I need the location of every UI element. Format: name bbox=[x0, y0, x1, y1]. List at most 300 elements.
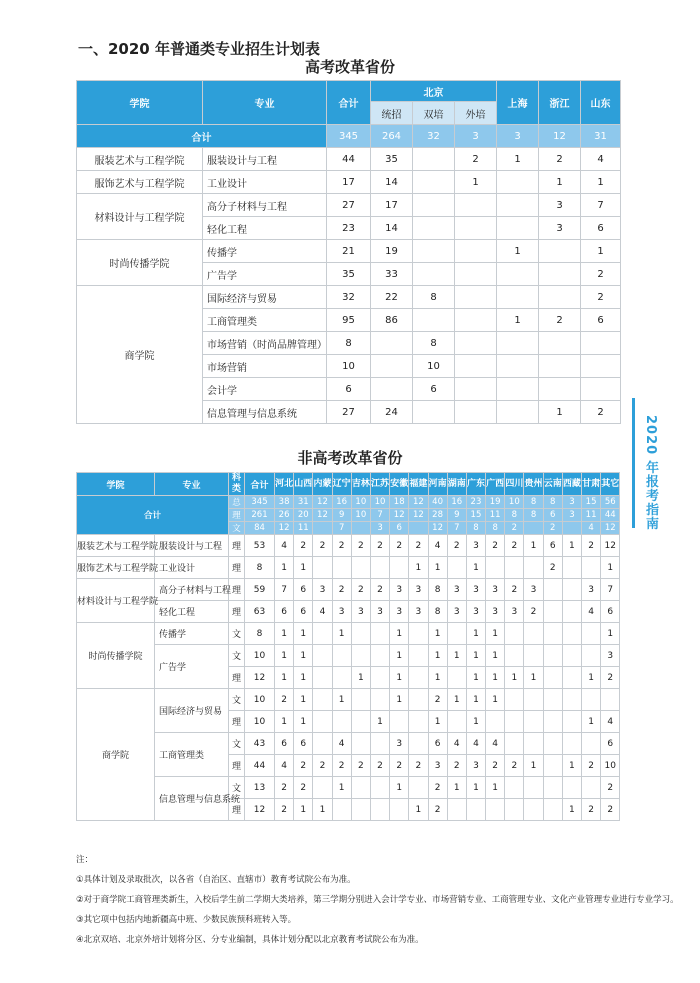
header-bj-sub: 外培 bbox=[455, 102, 497, 125]
value-cell: 4 bbox=[275, 535, 294, 557]
college-cell: 商学院 bbox=[77, 689, 155, 821]
value-cell bbox=[447, 667, 466, 689]
value-cell bbox=[562, 711, 581, 733]
value-cell bbox=[313, 777, 332, 799]
value-cell bbox=[413, 263, 455, 286]
value-cell: 1 bbox=[294, 799, 313, 821]
value-cell bbox=[524, 645, 543, 667]
value-cell bbox=[351, 711, 370, 733]
kelei-cell: 文 bbox=[229, 733, 245, 755]
major-cell: 信息管理与信息系统 bbox=[203, 401, 327, 424]
value-cell: 1 bbox=[601, 623, 620, 645]
table-row bbox=[77, 645, 620, 667]
summary-value: 56 bbox=[601, 496, 620, 509]
value-cell: 1 bbox=[539, 401, 581, 424]
header-province: 西藏 bbox=[562, 473, 581, 496]
value-cell bbox=[562, 689, 581, 711]
summary-value: 8 bbox=[524, 496, 543, 509]
value-cell: 6 bbox=[601, 601, 620, 623]
summary-value: 20 bbox=[294, 509, 313, 522]
header-province: 江苏 bbox=[370, 473, 389, 496]
major-cell: 轻化工程 bbox=[155, 601, 229, 623]
value-cell bbox=[370, 799, 389, 821]
value-cell: 2 bbox=[505, 535, 524, 557]
value-cell: 1 bbox=[390, 689, 409, 711]
value-cell: 17 bbox=[327, 171, 371, 194]
summary-value: 6 bbox=[390, 522, 409, 535]
value-cell bbox=[351, 799, 370, 821]
college-cell: 服装艺术与工程学院 bbox=[77, 535, 155, 557]
value-cell bbox=[351, 645, 370, 667]
value-cell: 3 bbox=[524, 579, 543, 601]
value-cell: 7 bbox=[275, 579, 294, 601]
value-cell: 2 bbox=[332, 755, 351, 777]
table-row bbox=[77, 777, 620, 799]
value-cell: 27 bbox=[327, 194, 371, 217]
header-province: 吉林 bbox=[351, 473, 370, 496]
value-cell: 2 bbox=[351, 755, 370, 777]
college-cell: 商学院 bbox=[77, 286, 203, 424]
summary-value bbox=[313, 522, 332, 535]
value-cell bbox=[543, 579, 562, 601]
value-cell: 1 bbox=[486, 667, 505, 689]
value-cell: 1 bbox=[466, 777, 485, 799]
value-cell: 4 bbox=[601, 711, 620, 733]
value-cell: 2 bbox=[539, 148, 581, 171]
value-cell: 4 bbox=[466, 733, 485, 755]
total-value: 32 bbox=[413, 125, 455, 148]
value-cell: 4 bbox=[428, 535, 447, 557]
header-kelei: 科类 bbox=[229, 473, 245, 496]
kelei-cell: 文 bbox=[229, 689, 245, 711]
value-cell: 19 bbox=[371, 240, 413, 263]
value-cell bbox=[543, 755, 562, 777]
summary-value: 28 bbox=[428, 509, 447, 522]
value-cell bbox=[351, 689, 370, 711]
value-cell: 1 bbox=[275, 645, 294, 667]
value-cell bbox=[582, 689, 601, 711]
value-cell: 1 bbox=[562, 755, 581, 777]
table-row bbox=[77, 148, 621, 171]
value-cell bbox=[351, 623, 370, 645]
value-cell bbox=[562, 579, 581, 601]
value-cell: 2 bbox=[543, 557, 562, 579]
major-cell: 市场营销 bbox=[203, 355, 327, 378]
header-province: 山西 bbox=[294, 473, 313, 496]
value-cell: 6 bbox=[275, 733, 294, 755]
value-cell bbox=[332, 557, 351, 579]
value-cell bbox=[455, 401, 497, 424]
value-cell: 2 bbox=[409, 535, 428, 557]
summary-value: 15 bbox=[582, 496, 601, 509]
value-cell: 3 bbox=[486, 579, 505, 601]
value-cell bbox=[413, 217, 455, 240]
value-cell: 3 bbox=[390, 579, 409, 601]
value-cell bbox=[543, 645, 562, 667]
value-cell: 3 bbox=[466, 579, 485, 601]
value-cell bbox=[455, 378, 497, 401]
value-cell: 2 bbox=[370, 579, 389, 601]
value-cell: 8 bbox=[413, 286, 455, 309]
value-cell bbox=[497, 378, 539, 401]
value-cell bbox=[505, 777, 524, 799]
header-total: 合计 bbox=[327, 81, 371, 125]
summary-value: 12 bbox=[409, 496, 428, 509]
value-cell bbox=[562, 645, 581, 667]
value-cell: 1 bbox=[601, 557, 620, 579]
value-cell bbox=[390, 711, 409, 733]
value-cell bbox=[581, 332, 621, 355]
value-cell bbox=[455, 263, 497, 286]
summary-value bbox=[351, 522, 370, 535]
value-cell bbox=[497, 194, 539, 217]
summary-total: 345 bbox=[245, 496, 275, 509]
header-province: 安徽 bbox=[390, 473, 409, 496]
value-cell: 1 bbox=[409, 557, 428, 579]
value-cell: 95 bbox=[327, 309, 371, 332]
value-cell bbox=[390, 557, 409, 579]
total-cell: 12 bbox=[245, 799, 275, 821]
value-cell bbox=[524, 557, 543, 579]
value-cell bbox=[332, 667, 351, 689]
value-cell bbox=[313, 645, 332, 667]
header-province: 广东 bbox=[466, 473, 485, 496]
value-cell: 1 bbox=[370, 711, 389, 733]
header-bj-sub: 双培 bbox=[413, 102, 455, 125]
value-cell: 3 bbox=[466, 601, 485, 623]
value-cell: 3 bbox=[601, 645, 620, 667]
value-cell bbox=[562, 667, 581, 689]
value-cell bbox=[539, 240, 581, 263]
value-cell: 6 bbox=[428, 733, 447, 755]
value-cell: 1 bbox=[294, 623, 313, 645]
value-cell: 2 bbox=[486, 535, 505, 557]
value-cell bbox=[505, 689, 524, 711]
value-cell: 2 bbox=[581, 286, 621, 309]
value-cell: 6 bbox=[543, 535, 562, 557]
value-cell bbox=[562, 733, 581, 755]
value-cell: 2 bbox=[370, 535, 389, 557]
value-cell bbox=[332, 799, 351, 821]
value-cell: 1 bbox=[409, 799, 428, 821]
summary-value: 10 bbox=[505, 496, 524, 509]
value-cell: 1 bbox=[275, 557, 294, 579]
summary-value: 6 bbox=[543, 509, 562, 522]
table2-title: 非高考改革省份 bbox=[297, 449, 403, 467]
summary-value: 4 bbox=[582, 522, 601, 535]
value-cell: 1 bbox=[581, 240, 621, 263]
value-cell: 1 bbox=[447, 689, 466, 711]
value-cell: 3 bbox=[390, 601, 409, 623]
summary-value: 23 bbox=[466, 496, 485, 509]
summary-value: 19 bbox=[486, 496, 505, 509]
value-cell: 12 bbox=[601, 535, 620, 557]
value-cell: 1 bbox=[486, 645, 505, 667]
value-cell: 1 bbox=[524, 667, 543, 689]
value-cell: 2 bbox=[582, 799, 601, 821]
value-cell: 10 bbox=[327, 355, 371, 378]
value-cell bbox=[539, 286, 581, 309]
note-item: ①具体计划及录取批次，以各省（自治区、直辖市）教育考试院公布为准。 bbox=[76, 875, 356, 885]
value-cell: 4 bbox=[581, 148, 621, 171]
value-cell bbox=[455, 309, 497, 332]
header-province: 四川 bbox=[505, 473, 524, 496]
value-cell: 8 bbox=[428, 601, 447, 623]
value-cell: 2 bbox=[332, 535, 351, 557]
non-reform-provinces-table bbox=[76, 472, 620, 821]
value-cell: 6 bbox=[413, 378, 455, 401]
value-cell: 3 bbox=[505, 601, 524, 623]
summary-value: 9 bbox=[447, 509, 466, 522]
total-cell: 44 bbox=[245, 755, 275, 777]
value-cell bbox=[524, 733, 543, 755]
value-cell bbox=[562, 601, 581, 623]
table1-title: 高考改革省份 bbox=[304, 58, 395, 76]
value-cell: 2 bbox=[294, 535, 313, 557]
value-cell bbox=[370, 777, 389, 799]
value-cell: 10 bbox=[601, 755, 620, 777]
value-cell bbox=[371, 332, 413, 355]
value-cell bbox=[351, 557, 370, 579]
side-accent-bar bbox=[632, 398, 635, 528]
value-cell bbox=[582, 777, 601, 799]
value-cell bbox=[543, 777, 562, 799]
summary-value: 31 bbox=[294, 496, 313, 509]
value-cell: 2 bbox=[539, 309, 581, 332]
header-province: 内蒙 bbox=[313, 473, 332, 496]
header-province: 湖南 bbox=[447, 473, 466, 496]
value-cell: 1 bbox=[275, 623, 294, 645]
major-cell: 国际经济与贸易 bbox=[155, 689, 229, 733]
value-cell: 2 bbox=[294, 777, 313, 799]
total-label: 合计 bbox=[77, 496, 229, 535]
value-cell: 2 bbox=[351, 579, 370, 601]
value-cell: 17 bbox=[371, 194, 413, 217]
value-cell: 3 bbox=[582, 579, 601, 601]
summary-value: 3 bbox=[562, 509, 581, 522]
value-cell bbox=[543, 667, 562, 689]
value-cell bbox=[455, 332, 497, 355]
value-cell bbox=[371, 378, 413, 401]
value-cell bbox=[413, 240, 455, 263]
total-value: 12 bbox=[539, 125, 581, 148]
total-cell: 10 bbox=[245, 645, 275, 667]
value-cell bbox=[497, 263, 539, 286]
value-cell bbox=[409, 689, 428, 711]
value-cell bbox=[413, 309, 455, 332]
value-cell bbox=[313, 667, 332, 689]
summary-value: 3 bbox=[370, 522, 389, 535]
value-cell: 3 bbox=[428, 755, 447, 777]
value-cell bbox=[370, 689, 389, 711]
value-cell bbox=[539, 332, 581, 355]
summary-value: 12 bbox=[390, 509, 409, 522]
value-cell: 14 bbox=[371, 171, 413, 194]
value-cell bbox=[409, 733, 428, 755]
value-cell: 6 bbox=[581, 309, 621, 332]
value-cell: 4 bbox=[313, 601, 332, 623]
value-cell bbox=[581, 355, 621, 378]
value-cell: 1 bbox=[581, 171, 621, 194]
total-cell: 13 bbox=[245, 777, 275, 799]
value-cell bbox=[543, 711, 562, 733]
header-province: 上海 bbox=[497, 81, 539, 125]
value-cell: 6 bbox=[294, 579, 313, 601]
value-cell: 1 bbox=[505, 667, 524, 689]
value-cell bbox=[351, 777, 370, 799]
value-cell bbox=[497, 355, 539, 378]
total-cell: 10 bbox=[245, 689, 275, 711]
value-cell bbox=[313, 557, 332, 579]
major-cell: 国际经济与贸易 bbox=[203, 286, 327, 309]
total-cell: 8 bbox=[245, 623, 275, 645]
header-province: 其它 bbox=[601, 473, 620, 496]
value-cell bbox=[455, 217, 497, 240]
table-row bbox=[77, 194, 621, 217]
major-cell: 服装设计与工程 bbox=[203, 148, 327, 171]
kelei-cell: 理 bbox=[229, 535, 245, 557]
value-cell: 1 bbox=[447, 645, 466, 667]
value-cell: 1 bbox=[332, 623, 351, 645]
summary-kelei: 文 bbox=[229, 522, 245, 535]
value-cell bbox=[390, 799, 409, 821]
value-cell: 3 bbox=[486, 601, 505, 623]
value-cell bbox=[497, 286, 539, 309]
value-cell: 14 bbox=[371, 217, 413, 240]
value-cell: 2 bbox=[313, 755, 332, 777]
value-cell bbox=[447, 799, 466, 821]
summary-kelei: 总 bbox=[229, 496, 245, 509]
value-cell: 2 bbox=[524, 601, 543, 623]
value-cell: 2 bbox=[582, 535, 601, 557]
total-cell: 8 bbox=[245, 557, 275, 579]
value-cell bbox=[486, 557, 505, 579]
kelei-cell: 理 bbox=[229, 601, 245, 623]
summary-value bbox=[562, 522, 581, 535]
value-cell bbox=[409, 623, 428, 645]
value-cell: 3 bbox=[539, 217, 581, 240]
summary-value: 26 bbox=[275, 509, 294, 522]
value-cell: 1 bbox=[524, 755, 543, 777]
value-cell: 1 bbox=[466, 711, 485, 733]
major-cell: 轻化工程 bbox=[203, 217, 327, 240]
summary-value: 15 bbox=[466, 509, 485, 522]
summary-value: 16 bbox=[447, 496, 466, 509]
college-cell: 时尚传播学院 bbox=[77, 240, 203, 286]
value-cell bbox=[601, 689, 620, 711]
value-cell: 3 bbox=[409, 601, 428, 623]
value-cell: 3 bbox=[313, 579, 332, 601]
value-cell: 24 bbox=[371, 401, 413, 424]
value-cell: 1 bbox=[497, 148, 539, 171]
value-cell: 2 bbox=[428, 799, 447, 821]
value-cell: 2 bbox=[370, 755, 389, 777]
value-cell bbox=[466, 799, 485, 821]
value-cell bbox=[370, 645, 389, 667]
value-cell: 8 bbox=[428, 579, 447, 601]
value-cell bbox=[447, 557, 466, 579]
summary-value: 8 bbox=[524, 509, 543, 522]
value-cell bbox=[409, 711, 428, 733]
value-cell: 1 bbox=[486, 623, 505, 645]
summary-value bbox=[409, 522, 428, 535]
value-cell: 1 bbox=[562, 799, 581, 821]
major-cell: 服装设计与工程 bbox=[155, 535, 229, 557]
note-item: ④北京双培、北京外培计划将分区、分专业编制，具体计划分配以北京教育考试院公布为准。 bbox=[76, 935, 424, 945]
total-value: 345 bbox=[327, 125, 371, 148]
table-row bbox=[77, 623, 620, 645]
value-cell: 10 bbox=[413, 355, 455, 378]
major-cell: 广告学 bbox=[203, 263, 327, 286]
value-cell: 6 bbox=[581, 217, 621, 240]
value-cell bbox=[505, 645, 524, 667]
table-row bbox=[77, 601, 620, 623]
summary-value: 16 bbox=[332, 496, 351, 509]
value-cell bbox=[524, 623, 543, 645]
value-cell: 1 bbox=[428, 711, 447, 733]
header-province: 辽宁 bbox=[332, 473, 351, 496]
summary-total: 261 bbox=[245, 509, 275, 522]
summary-value: 9 bbox=[332, 509, 351, 522]
summary-value: 11 bbox=[294, 522, 313, 535]
kelei-cell: 文 bbox=[229, 777, 245, 799]
total-value: 3 bbox=[497, 125, 539, 148]
summary-value: 3 bbox=[562, 496, 581, 509]
major-cell: 市场营销（时尚品牌管理） bbox=[203, 332, 327, 355]
value-cell: 21 bbox=[327, 240, 371, 263]
header-province: 云南 bbox=[543, 473, 562, 496]
total-cell: 43 bbox=[245, 733, 275, 755]
value-cell bbox=[447, 711, 466, 733]
value-cell: 7 bbox=[601, 579, 620, 601]
table-row bbox=[77, 240, 621, 263]
value-cell bbox=[370, 557, 389, 579]
college-cell: 服饰艺术与工程学院 bbox=[77, 557, 155, 579]
value-cell: 2 bbox=[582, 755, 601, 777]
value-cell bbox=[543, 689, 562, 711]
table-row bbox=[77, 535, 620, 557]
header-major: 专业 bbox=[155, 473, 229, 496]
header-province: 浙江 bbox=[539, 81, 581, 125]
value-cell bbox=[313, 689, 332, 711]
value-cell bbox=[455, 194, 497, 217]
header-province: 山东 bbox=[581, 81, 621, 125]
summary-value: 10 bbox=[351, 496, 370, 509]
value-cell: 1 bbox=[486, 777, 505, 799]
table-row bbox=[77, 689, 620, 711]
value-cell bbox=[505, 733, 524, 755]
value-cell bbox=[332, 711, 351, 733]
table-row bbox=[77, 579, 620, 601]
value-cell bbox=[409, 667, 428, 689]
header-total: 合计 bbox=[245, 473, 275, 496]
value-cell: 1 bbox=[294, 711, 313, 733]
value-cell bbox=[562, 623, 581, 645]
summary-value: 8 bbox=[466, 522, 485, 535]
total-value: 31 bbox=[581, 125, 621, 148]
note-item: ③其它项中包括内地新疆高中班、少数民族预科班转入等。 bbox=[76, 915, 297, 925]
college-cell: 材料设计与工程学院 bbox=[77, 579, 155, 623]
value-cell: 3 bbox=[351, 601, 370, 623]
value-cell: 6 bbox=[275, 601, 294, 623]
summary-value: 12 bbox=[601, 522, 620, 535]
value-cell: 33 bbox=[371, 263, 413, 286]
value-cell bbox=[562, 557, 581, 579]
header-college: 学院 bbox=[77, 81, 203, 125]
table-row bbox=[77, 171, 621, 194]
summary-value: 7 bbox=[447, 522, 466, 535]
value-cell bbox=[524, 799, 543, 821]
